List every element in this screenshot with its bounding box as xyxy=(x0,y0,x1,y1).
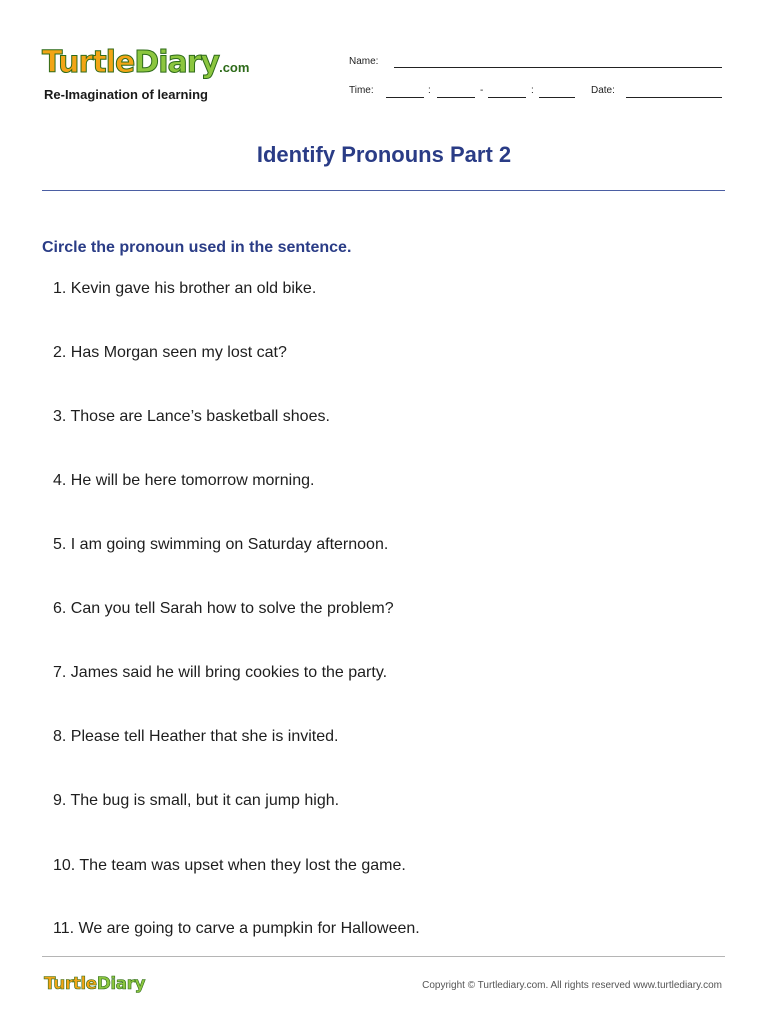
time-hours-field[interactable] xyxy=(386,97,424,98)
question-11: 11. We are going to carve a pumpkin for Halloween. xyxy=(53,920,420,937)
logo-wordmark xyxy=(42,45,250,85)
date-label: Date: xyxy=(591,85,615,96)
title-divider xyxy=(42,190,725,191)
time-end-minutes-field[interactable] xyxy=(539,97,575,98)
time-minutes-field[interactable] xyxy=(437,97,475,98)
footer-divider xyxy=(42,956,725,957)
copyright-text: Copyright © Turtlediary.com. All rights reserved www.turtlediary.com xyxy=(422,980,722,991)
logo-dotcom-text: .com xyxy=(219,60,250,75)
footer-logo xyxy=(44,974,145,994)
footer-logo-turtle-text: Turtle xyxy=(44,974,97,994)
question-5: 5. I am going swimming on Saturday afternoon. xyxy=(53,536,389,553)
time-colon-2: : xyxy=(531,85,534,96)
time-dash: - xyxy=(480,85,484,96)
time-end-hours-field[interactable] xyxy=(488,97,526,98)
question-4: 4. He will be here tomorrow morning. xyxy=(53,472,315,489)
turtle-diary-logo xyxy=(42,45,250,102)
time-colon-1: : xyxy=(428,85,431,96)
question-3: 3. Those are Lance’s basketball shoes. xyxy=(53,408,330,425)
logo-tagline: Re-Imagination of learning xyxy=(44,87,208,102)
question-7: 7. James said he will bring cookies to the party. xyxy=(53,664,388,681)
footer-logo-diary-text: Diary xyxy=(96,974,146,994)
time-label: Time: xyxy=(349,85,374,96)
logo-turtle-text: Turtle xyxy=(42,45,135,80)
name-label: Name: xyxy=(349,56,379,67)
name-field[interactable] xyxy=(394,67,722,68)
question-6: 6. Can you tell Sarah how to solve the problem? xyxy=(53,600,394,617)
date-field[interactable] xyxy=(626,97,722,98)
worksheet-title: Identify Pronouns Part 2 xyxy=(256,142,512,167)
question-2: 2. Has Morgan seen my lost cat? xyxy=(53,344,287,361)
question-9: 9. The bug is small, but it can jump high. xyxy=(53,792,340,809)
question-8: 8. Please tell Heather that she is invited. xyxy=(53,728,339,745)
logo-diary-text: Diary xyxy=(134,45,220,80)
instruction-text: Circle the pronoun used in the sentence. xyxy=(42,239,352,256)
question-10: 10. The team was upset when they lost the game. xyxy=(53,857,406,874)
question-1: 1. Kevin gave his brother an old bike. xyxy=(53,280,317,297)
